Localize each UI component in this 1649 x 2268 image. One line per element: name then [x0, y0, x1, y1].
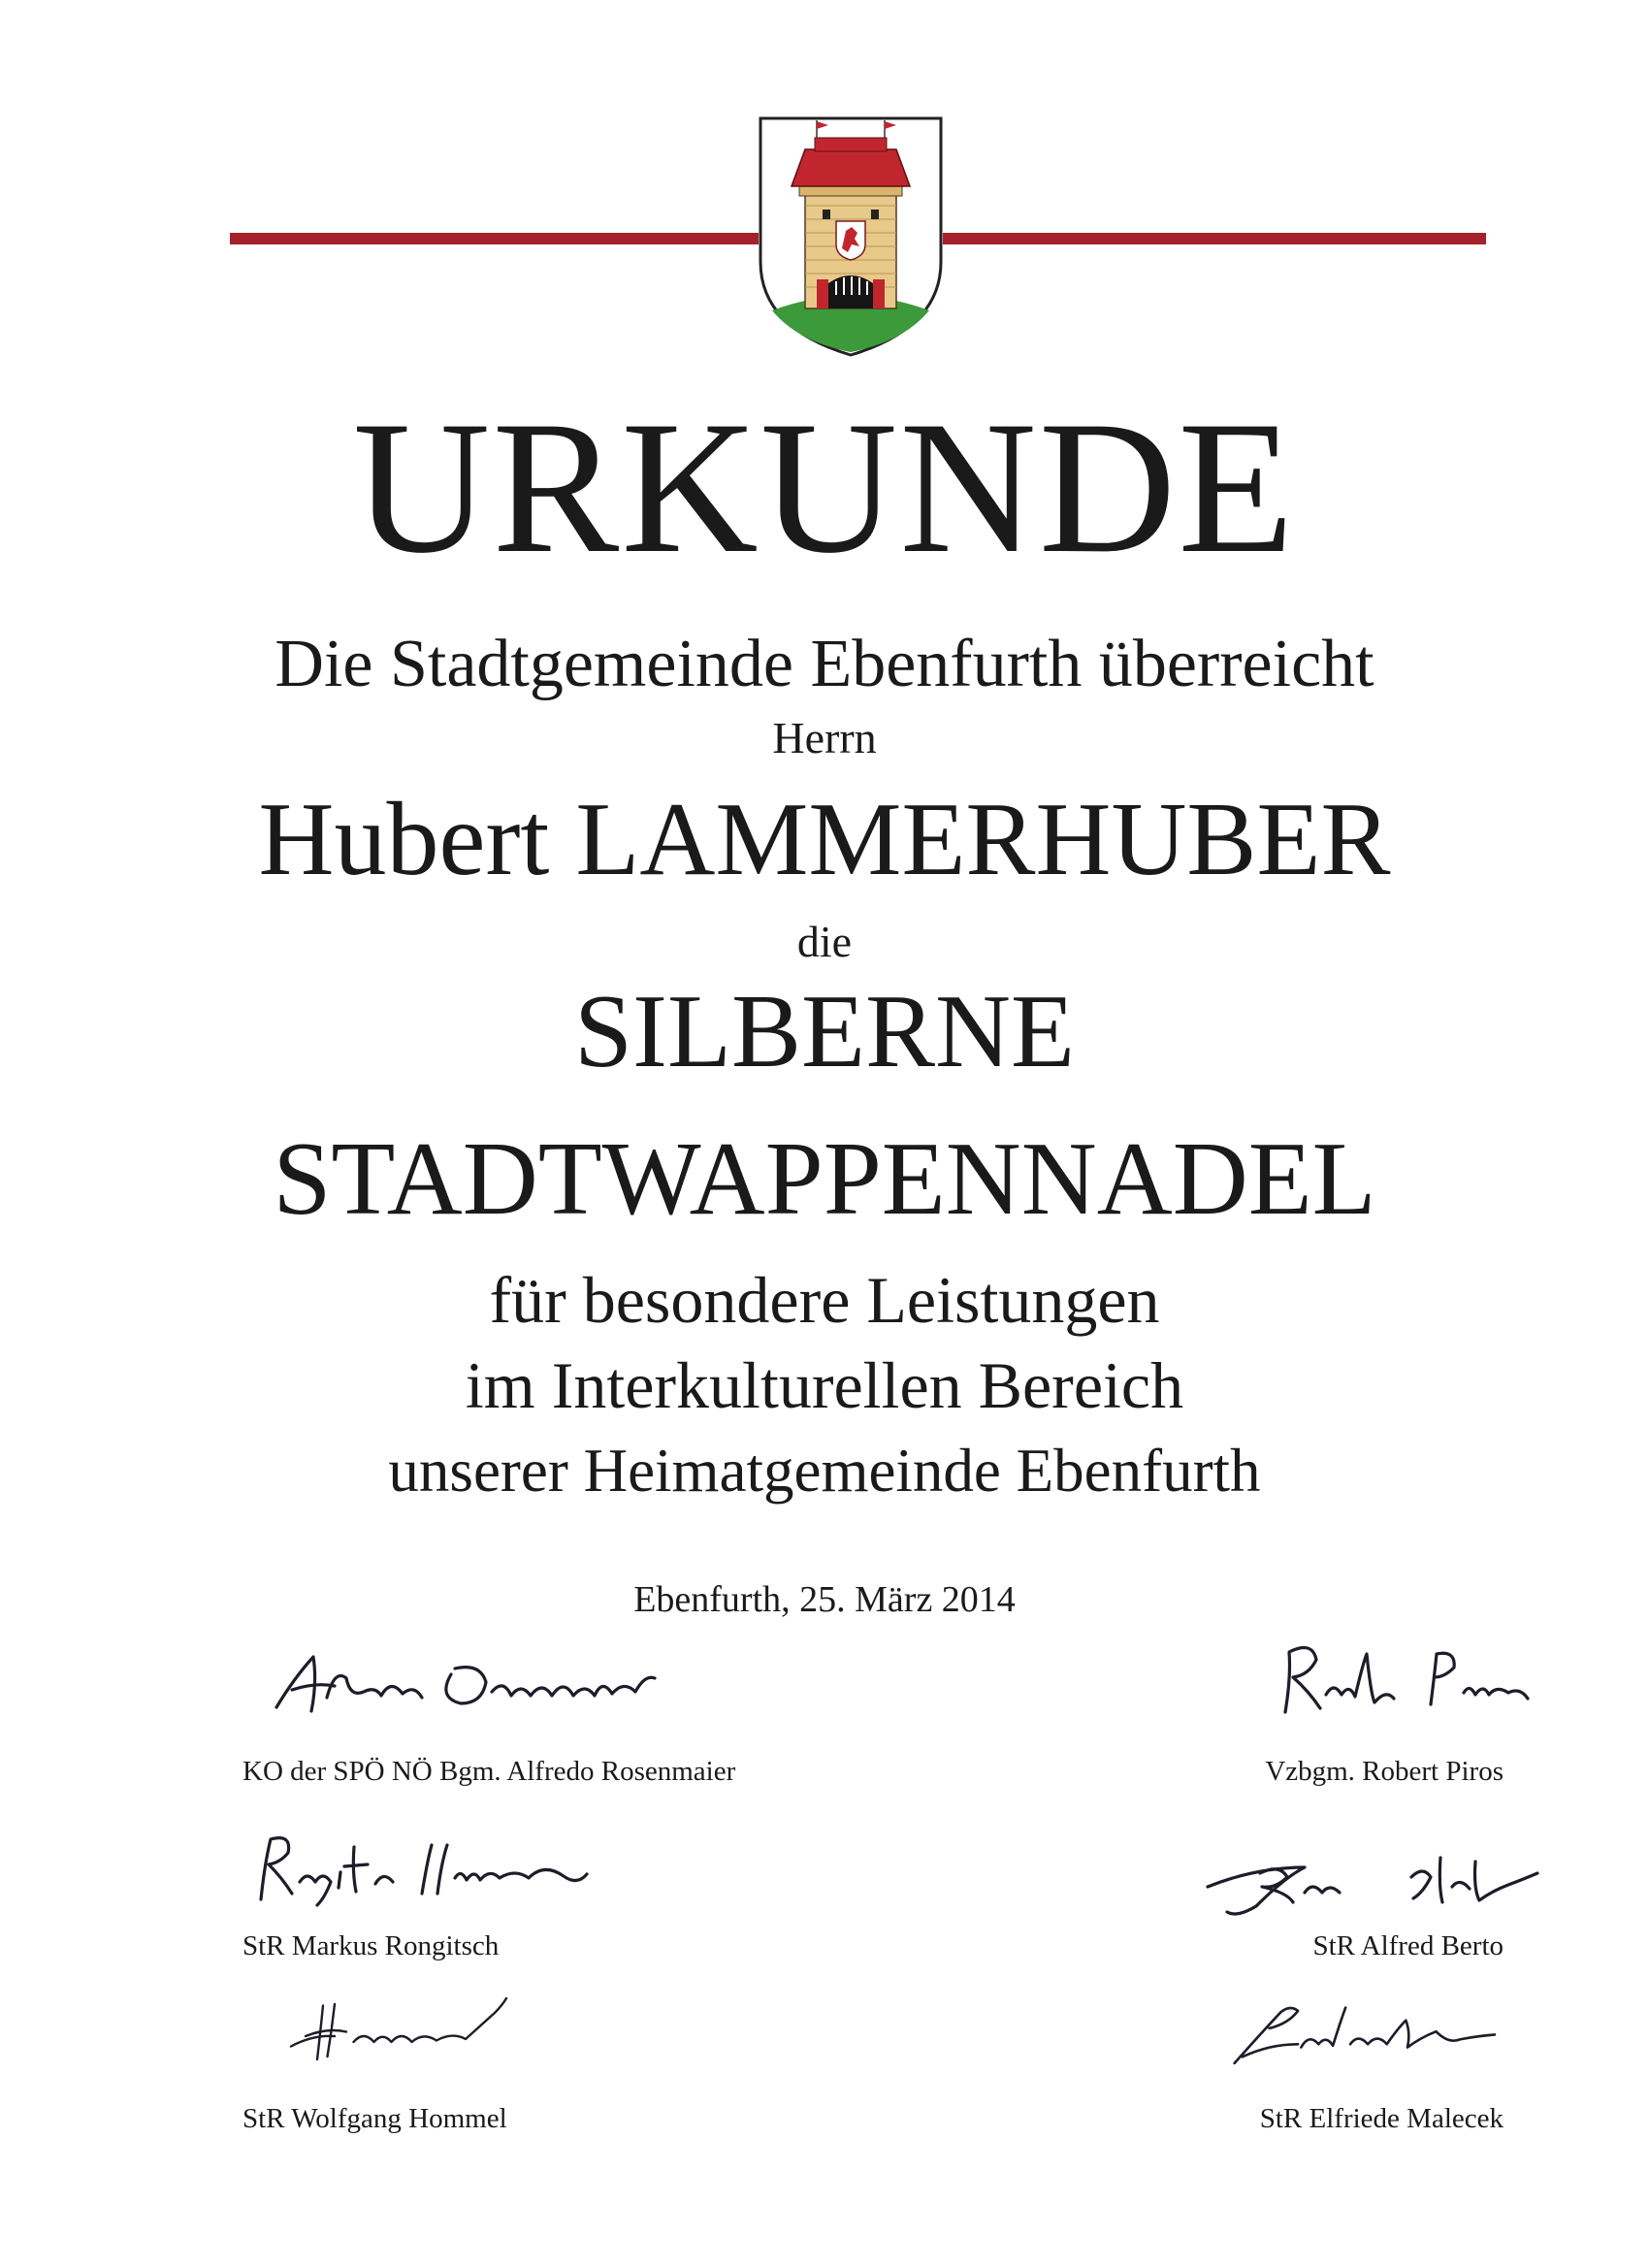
- signature-caption-piros: Vzbgm. Robert Piros: [1265, 1756, 1504, 1787]
- award-name-line1: SILBERNE: [573, 974, 1075, 1089]
- reason-line2: im Interkulturellen Bereich: [465, 1348, 1184, 1422]
- salutation: Herrn: [772, 713, 877, 762]
- signature-rongitsch: [247, 1824, 655, 1911]
- signature-rosenmaier: [257, 1639, 664, 1727]
- recipient-name: Hubert LAMMERHUBER: [258, 782, 1391, 897]
- signature-berto: [1169, 1838, 1576, 1926]
- reason-line1: für besondere Leistungen: [489, 1263, 1160, 1337]
- signature-caption-hommel: StR Wolfgang Hommel: [242, 2103, 507, 2134]
- header-rule-right: [943, 233, 1486, 244]
- coat-of-arms-icon: [759, 116, 943, 359]
- signature-piros: [1208, 1635, 1615, 1722]
- reason-line3: unserer Heimatgemeinde Ebenfurth: [388, 1437, 1261, 1505]
- issuer-line: Die Stadtgemeinde Ebenfurth überreicht: [275, 627, 1374, 701]
- signature-caption-malecek: StR Elfriede Malecek: [1259, 2103, 1504, 2134]
- signature-hommel: [233, 1984, 640, 2071]
- signature-malecek: [1169, 1989, 1576, 2076]
- certificate-title: URKUNDE: [352, 382, 1297, 593]
- header-rule-left: [230, 233, 759, 244]
- article-word: die: [796, 917, 853, 966]
- signature-caption-rosenmaier: KO der SPÖ NÖ Bgm. Alfredo Rosenmaier: [242, 1756, 736, 1787]
- place-and-date: Ebenfurth, 25. März 2014: [633, 1579, 1016, 1620]
- signature-caption-rongitsch: StR Markus Rongitsch: [242, 1930, 500, 1961]
- signature-caption-berto: StR Alfred Berto: [1312, 1930, 1504, 1961]
- award-name-line2: STADTWAPPENNADEL: [273, 1121, 1376, 1237]
